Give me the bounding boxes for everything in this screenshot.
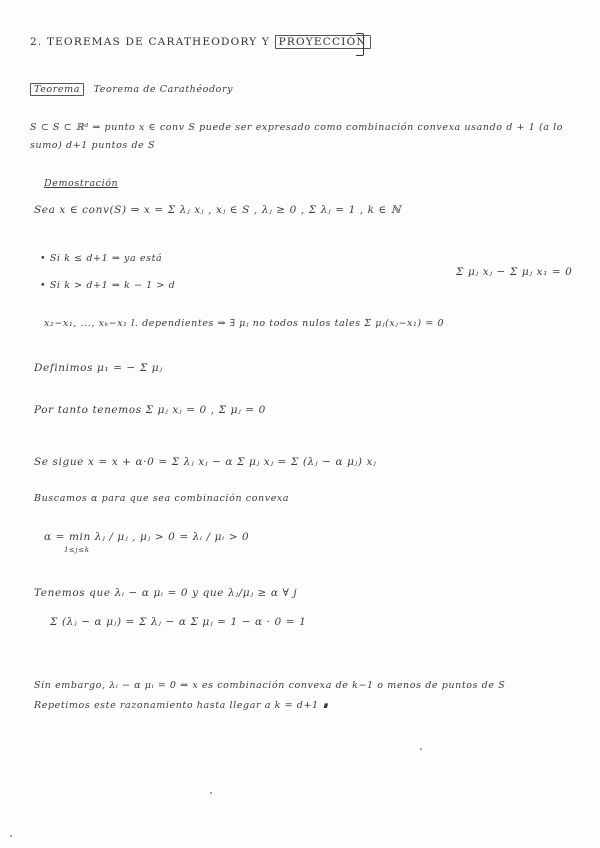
- statement-line-1: S ⊂ S ⊂ ℝᵈ ⇒ punto x ∈ conv S puede ser expresado como combinación convexa usando d + 1 (a lo: [30, 122, 564, 133]
- conclusion-line-1: Sin embargo, λᵢ − α μᵢ = 0 ⇒ x es combinación convexa de k−1 o menos de puntos de S: [34, 680, 506, 691]
- case-line-2: • Si k > d+1 ⇒ k − 1 > d: [40, 280, 176, 291]
- conclusion-line-2: Repetimos este razonamiento hasta llegar a k = d+1 ∎: [34, 700, 329, 711]
- title-bracket: [356, 33, 364, 56]
- alpha-def-line: α = min λⱼ / μⱼ , μⱼ > 0 = λᵢ / μᵢ > 0: [44, 531, 250, 543]
- proof-line-1: Sea x ∈ conv(S) ⇒ x = Σ λⱼ xⱼ , xⱼ ∈ S , λⱼ ≥ 0 , Σ λⱼ = 1 , k ∈ ℕ: [34, 204, 402, 216]
- title-boxed-word: PROYECCIÓN: [275, 35, 371, 49]
- dependence-line: x₂−x₁, ..., xₖ−x₁ l. dependientes ⇒ ∃ μⱼ no todos nulos tales Σ μⱼ(xⱼ−x₁) = 0: [44, 318, 445, 329]
- therefore-line: Por tanto tenemos Σ μⱼ xⱼ = 0 , Σ μⱼ = 0: [34, 404, 266, 416]
- theorem-name: Teorema de Carathéodory: [93, 84, 234, 95]
- page-title: [30, 36, 371, 48]
- side-equation: Σ μⱼ xⱼ − Σ μⱼ x₁ = 0: [456, 266, 573, 278]
- define-mu-line: Definimos μ₁ = − Σ μⱼ: [34, 362, 163, 374]
- search-alpha-line: Buscamos α para que sea combinación convexa: [34, 493, 290, 504]
- scan-speck: [420, 748, 422, 750]
- title-main: 2. TEOREMAS DE CARATHEODORY Y: [30, 36, 271, 48]
- theorem-heading: [30, 84, 233, 95]
- statement-line-2: sumo) d+1 puntos de S: [30, 140, 156, 151]
- follows-line: Se sigue x = x + α·0 = Σ λⱼ xⱼ − α Σ μⱼ xⱼ = Σ (λⱼ − α μⱼ) xⱼ: [34, 456, 377, 468]
- theorem-label: Teorema: [30, 83, 84, 96]
- scan-speck: [210, 792, 212, 794]
- alpha-def-subscript: 1≤j≤k: [64, 546, 90, 554]
- case-line-1: • Si k ≤ d+1 ⇒ ya está: [40, 253, 163, 264]
- have-line: Tenemos que λᵢ − α μᵢ = 0 y que λⱼ/μⱼ ≥ α ∀ j: [34, 587, 298, 599]
- proof-heading: Demostración: [44, 178, 119, 189]
- sum-check-line: Σ (λⱼ − α μⱼ) = Σ λⱼ − α Σ μⱼ = 1 − α · 0 = 1: [50, 616, 307, 628]
- scan-speck: [10, 835, 12, 837]
